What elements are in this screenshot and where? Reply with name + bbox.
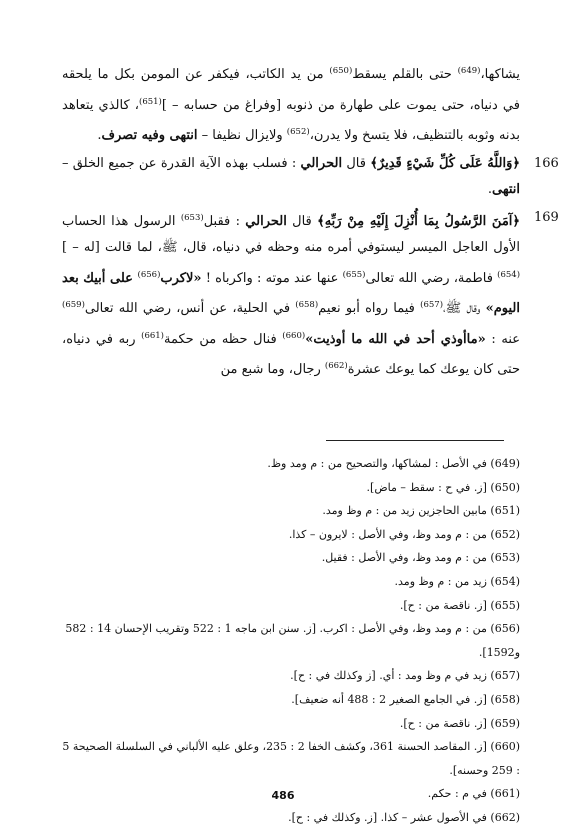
text-run: في الحلية، عن أنس، رضي الله تعالى [84, 301, 296, 316]
footnote-reference: (658) [295, 300, 319, 310]
body-paragraph [62, 205, 559, 384]
footnote: (658) [ز. في الجامع الصغير 2 : 488 أنه ضعيف]. [291, 692, 520, 706]
footnote-reference: (652) [286, 127, 310, 137]
text-run: حتى بالقلم يسقط [352, 67, 458, 82]
footnote-reference: (650) [329, 66, 353, 76]
footnote-reference: (662) [324, 361, 348, 371]
emphasized-text: «لاكرب [160, 270, 202, 286]
footnote-reference: (653) [180, 212, 204, 223]
text-run: عنها عند موته : واكرباه ! [201, 270, 343, 286]
footnote-separator [326, 440, 504, 441]
body-paragraph [62, 58, 520, 150]
emphasized-text: «ماأوذي أحد في الله ما أوذيت» [305, 331, 486, 347]
text-run: ربه في دنياه، حتى كان يوعك كما يوعك عشرة [62, 331, 520, 377]
footnote: (657) زيد في م وظ ومد : أي. [ز وكذلك في : ح]. [290, 669, 520, 683]
footnote-reference: (657) [420, 300, 444, 310]
text-run: يشاكها، [480, 67, 520, 82]
footnote: (661) في م : حكم. [427, 787, 520, 801]
text-run: قال [342, 155, 371, 171]
text-run: من يد الكاتب، فيكفر عن المومن بكل ما يلحقه في دنياه، حتى يموت على طهارة من ذنوبه [وفراغ من حسابه – ] [62, 67, 520, 113]
footnote: (660) [ز. المقاصد الحسنة 361، وكشف الخفا 2 : 235، وعلق عليه الألباني في السلسلة الصحيحة 5 : 259 وحسنه]. [62, 740, 520, 777]
footnote: (656) من : م ومد وظ، وفي الأصل : اكرب. [ز. سنن ابن ماجه 1 : 522 وتقريب الإحسان 14 : 582 و1592]. [65, 622, 520, 659]
emphasized-text: ﴿وَاللَّهُ عَلَى كُلِّ شَيْءٍ قَدِيرٌ﴾ [370, 155, 521, 171]
footnote: (649) في الأصل : لمشاكها، والتصحيح من : م ومد وظ. [267, 457, 520, 470]
emphasized-text: الحرالي [245, 213, 287, 229]
text-run: ولايزال نظيفا – [197, 128, 287, 143]
footnote: (650) [ز. في ح : سقط – ماض]. [366, 480, 520, 494]
emphasized-text: على أبيك بعد اليوم» [62, 270, 520, 316]
footnotes-block [62, 452, 520, 830]
footnote-reference: (656) [137, 269, 161, 280]
text-run: فنال حظه من حكمة [164, 331, 283, 347]
page-number: 486 [271, 789, 295, 802]
body-paragraph [62, 151, 559, 204]
emphasized-text: ﴿آمَنَ الرَّسُولُ بِمَا أُنْزِلَ إِلَيْهِ مِنْ رَبِّهِ﴾ [317, 213, 521, 229]
verse-number: 166 [534, 155, 559, 171]
text-run: رجال، وما شبع من [220, 362, 325, 377]
text-run: عنه : [485, 331, 520, 347]
verse-number: 169 [534, 209, 559, 225]
footnote: (659) [ز. ناقصة من : ح]. [399, 716, 520, 730]
text-run: فاطمة، رضي الله تعالى [365, 270, 498, 286]
emphasized-text: انتهى وفيه تصرف [101, 128, 198, 143]
footnote-reference: (659) [62, 300, 85, 310]
emphasized-text: انتهى [492, 182, 520, 197]
footnote: (651) مابين الحاجزين زيد من : م وظ ومد. [322, 504, 520, 518]
footnote-reference: (654) [497, 269, 521, 280]
text-run: . [97, 128, 102, 143]
text-run: : فسلب بهذه الآية القدرة عن جميع الخلق – [62, 155, 301, 171]
text-run: . [487, 182, 493, 197]
footnote: (655) [ز. ناقصة من : ح]. [399, 598, 520, 612]
text-run: قال [286, 213, 318, 229]
text-run: الرسول هذا الحساب الأول العاجل الميسر ليستوفي أمره منه وحظه في دنياه، قال، ﷺ، لما قالت [له – ] [62, 213, 520, 255]
footnote-reference: (660) [282, 330, 306, 341]
footnote: (652) من : م ومد وظ، وفي الأصل : لايرون – كذا. [288, 527, 520, 541]
main-text-block [62, 58, 559, 384]
text-run: ، كالذي يتعاهد بدنه وثوبه بالتنظيف، فلا يتسخ ولا يدرن، [62, 97, 520, 143]
footnote: (662) في الأصول عشر – كذا. [ز. وكذلك في : ح]. [288, 810, 520, 824]
footnote-reference: (655) [342, 269, 366, 280]
footnote: (653) من : م ومد وظ، وفي الأصل : فقيل. [321, 551, 520, 565]
footnote-reference: (661) [141, 330, 164, 341]
footnote: (654) زيد من : م وظ ومد. [394, 574, 520, 588]
footnote-reference: (651) [138, 96, 162, 107]
footnote-reference: (649) [457, 66, 481, 76]
text-run: فيما رواه أبو نعيم [318, 301, 421, 316]
text-run: : فقبل [203, 213, 246, 229]
emphasized-text: الحرالي [300, 155, 343, 171]
text-run: وقال ﷺ، [443, 301, 486, 316]
